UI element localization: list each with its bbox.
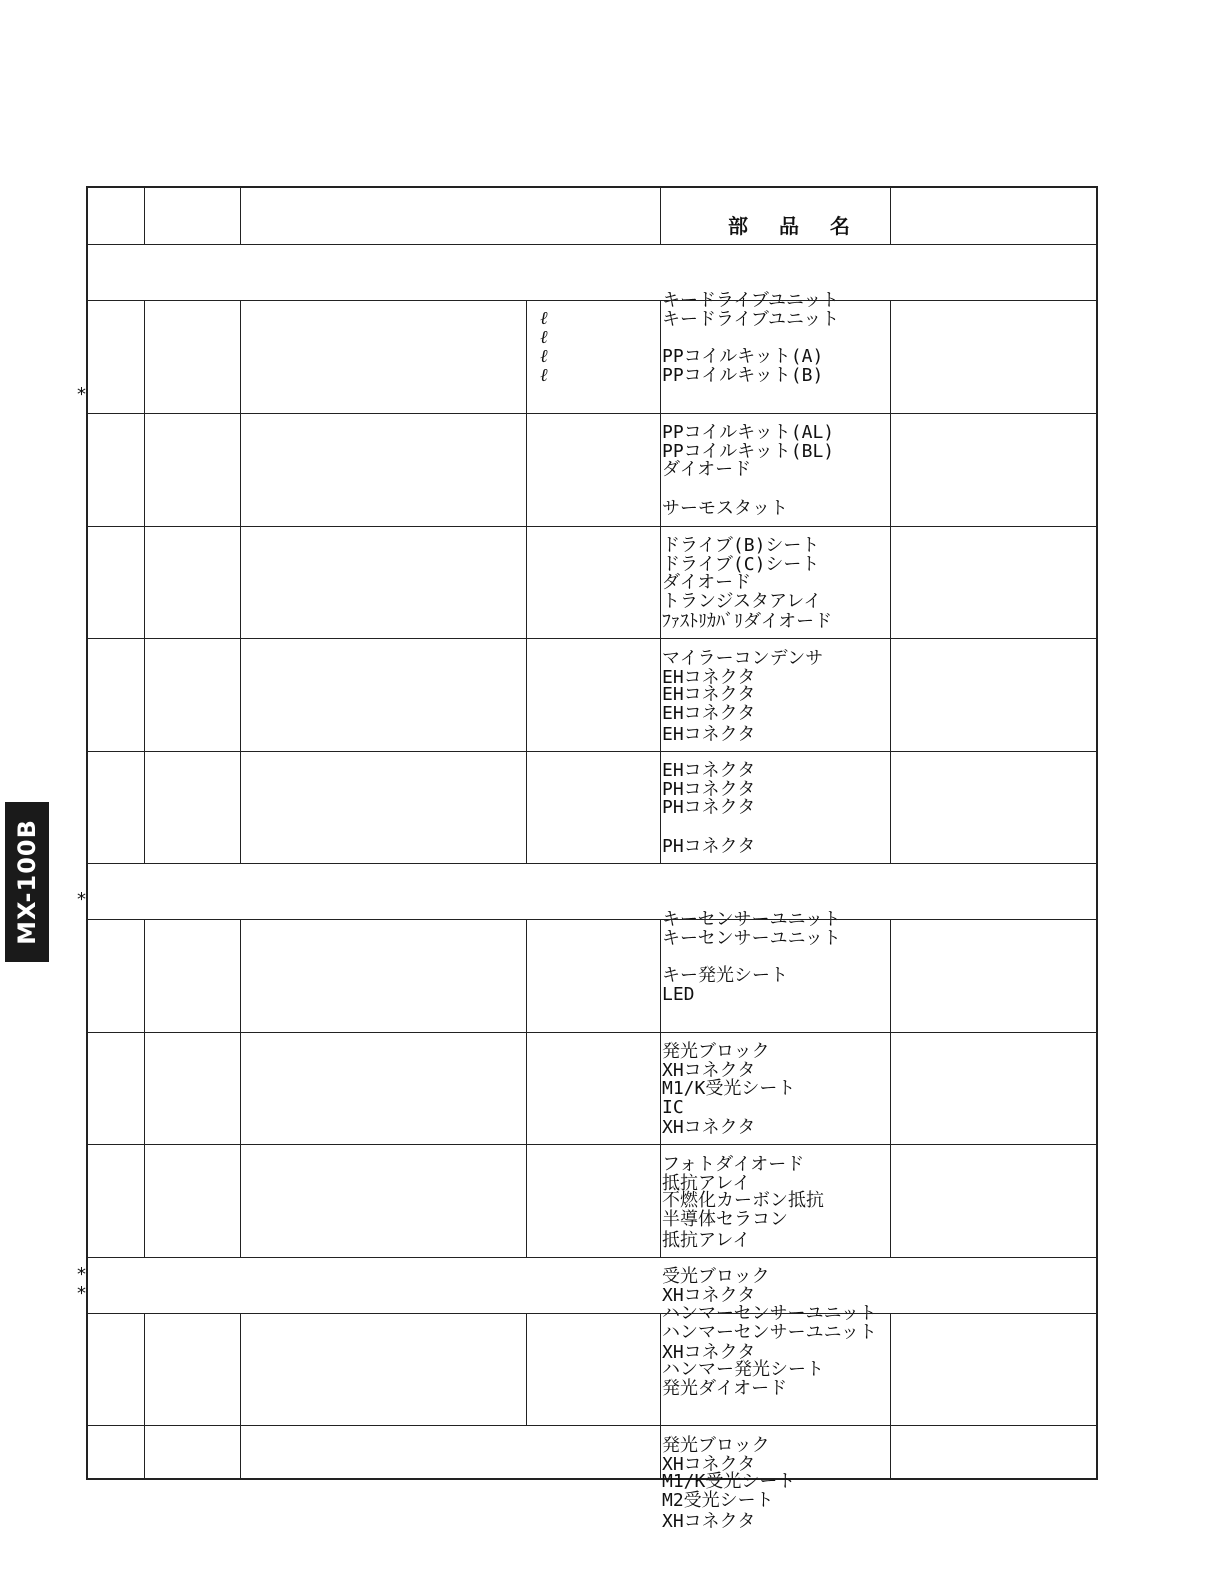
parts-name-cell: ダイオード トランジスタアレイ マイラーコンデンサ EHコネクタ EHコネクタ: [662, 572, 824, 745]
table-row: [88, 638, 1096, 857]
table-row: [88, 1032, 1096, 1251]
parts-name-cell: PPコイルキット(A) PPコイルキット(B) PPコイルキット(AL) PPコイルキット(BL) サーモスタット: [662, 346, 835, 519]
section-row: [88, 1257, 1096, 1343]
parts-name-cell: ハンマー発光シート 発光ダイオード 発光ブロック XHコネクタ XHコネクタ: [662, 1359, 824, 1532]
change-mark: *: [77, 1283, 86, 1304]
section-row: [88, 244, 1096, 330]
parts-name-cell: PHコネクタ: [662, 797, 756, 818]
table-row: [88, 919, 1096, 1138]
parts-name-cell: ダイオード ドライブ(B)シート ドライブ(C)シート ﾌｧｽﾄﾘｶﾊﾞﾘダイオード: [662, 459, 833, 632]
table-row: [88, 526, 1096, 745]
section-row: [88, 863, 1096, 949]
table-row: [88, 300, 1096, 519]
model-label: MX-100B: [13, 819, 41, 945]
parts-table: [86, 186, 1098, 1532]
table-row: [88, 413, 1096, 632]
table-row: [88, 751, 1096, 863]
parts-name-cell: キードライブユニット キードライブユニット: [662, 290, 840, 330]
unit-cell: ℓ ℓ ℓ ℓ: [540, 308, 548, 386]
change-mark: *: [77, 889, 86, 910]
model-side-tab: [5, 802, 49, 962]
parts-name-cell: M1/K受光シート IC フォトダイオード 抵抗アレイ 抵抗アレイ: [662, 1078, 805, 1251]
parts-name-cell: ハンマーセンサーユニット ハンマーセンサーユニット: [662, 1303, 877, 1343]
table-row: [88, 1425, 1096, 1511]
table-header-row: [88, 188, 1096, 244]
change-mark: *: [77, 1264, 86, 1285]
parts-name-cell: EHコネクタ EHコネクタ EHコネクタ PHコネクタ PHコネクタ: [662, 684, 756, 857]
parts-name-cell: 不燃化カーボン抵抗 半導体セラコン 受光ブロック XHコネクタ XHコネクタ: [662, 1190, 824, 1363]
parts-name-cell: キーセンサーユニット キーセンサーユニット: [662, 909, 841, 949]
parts-name-cell: キー発光シート LED 発光ブロック XHコネクタ XHコネクタ: [662, 965, 788, 1138]
parts-name-cell: M1/K受光シート M2受光シート: [662, 1471, 796, 1511]
change-mark: *: [77, 384, 86, 405]
parts-name-header: 部 品 名: [728, 214, 862, 238]
